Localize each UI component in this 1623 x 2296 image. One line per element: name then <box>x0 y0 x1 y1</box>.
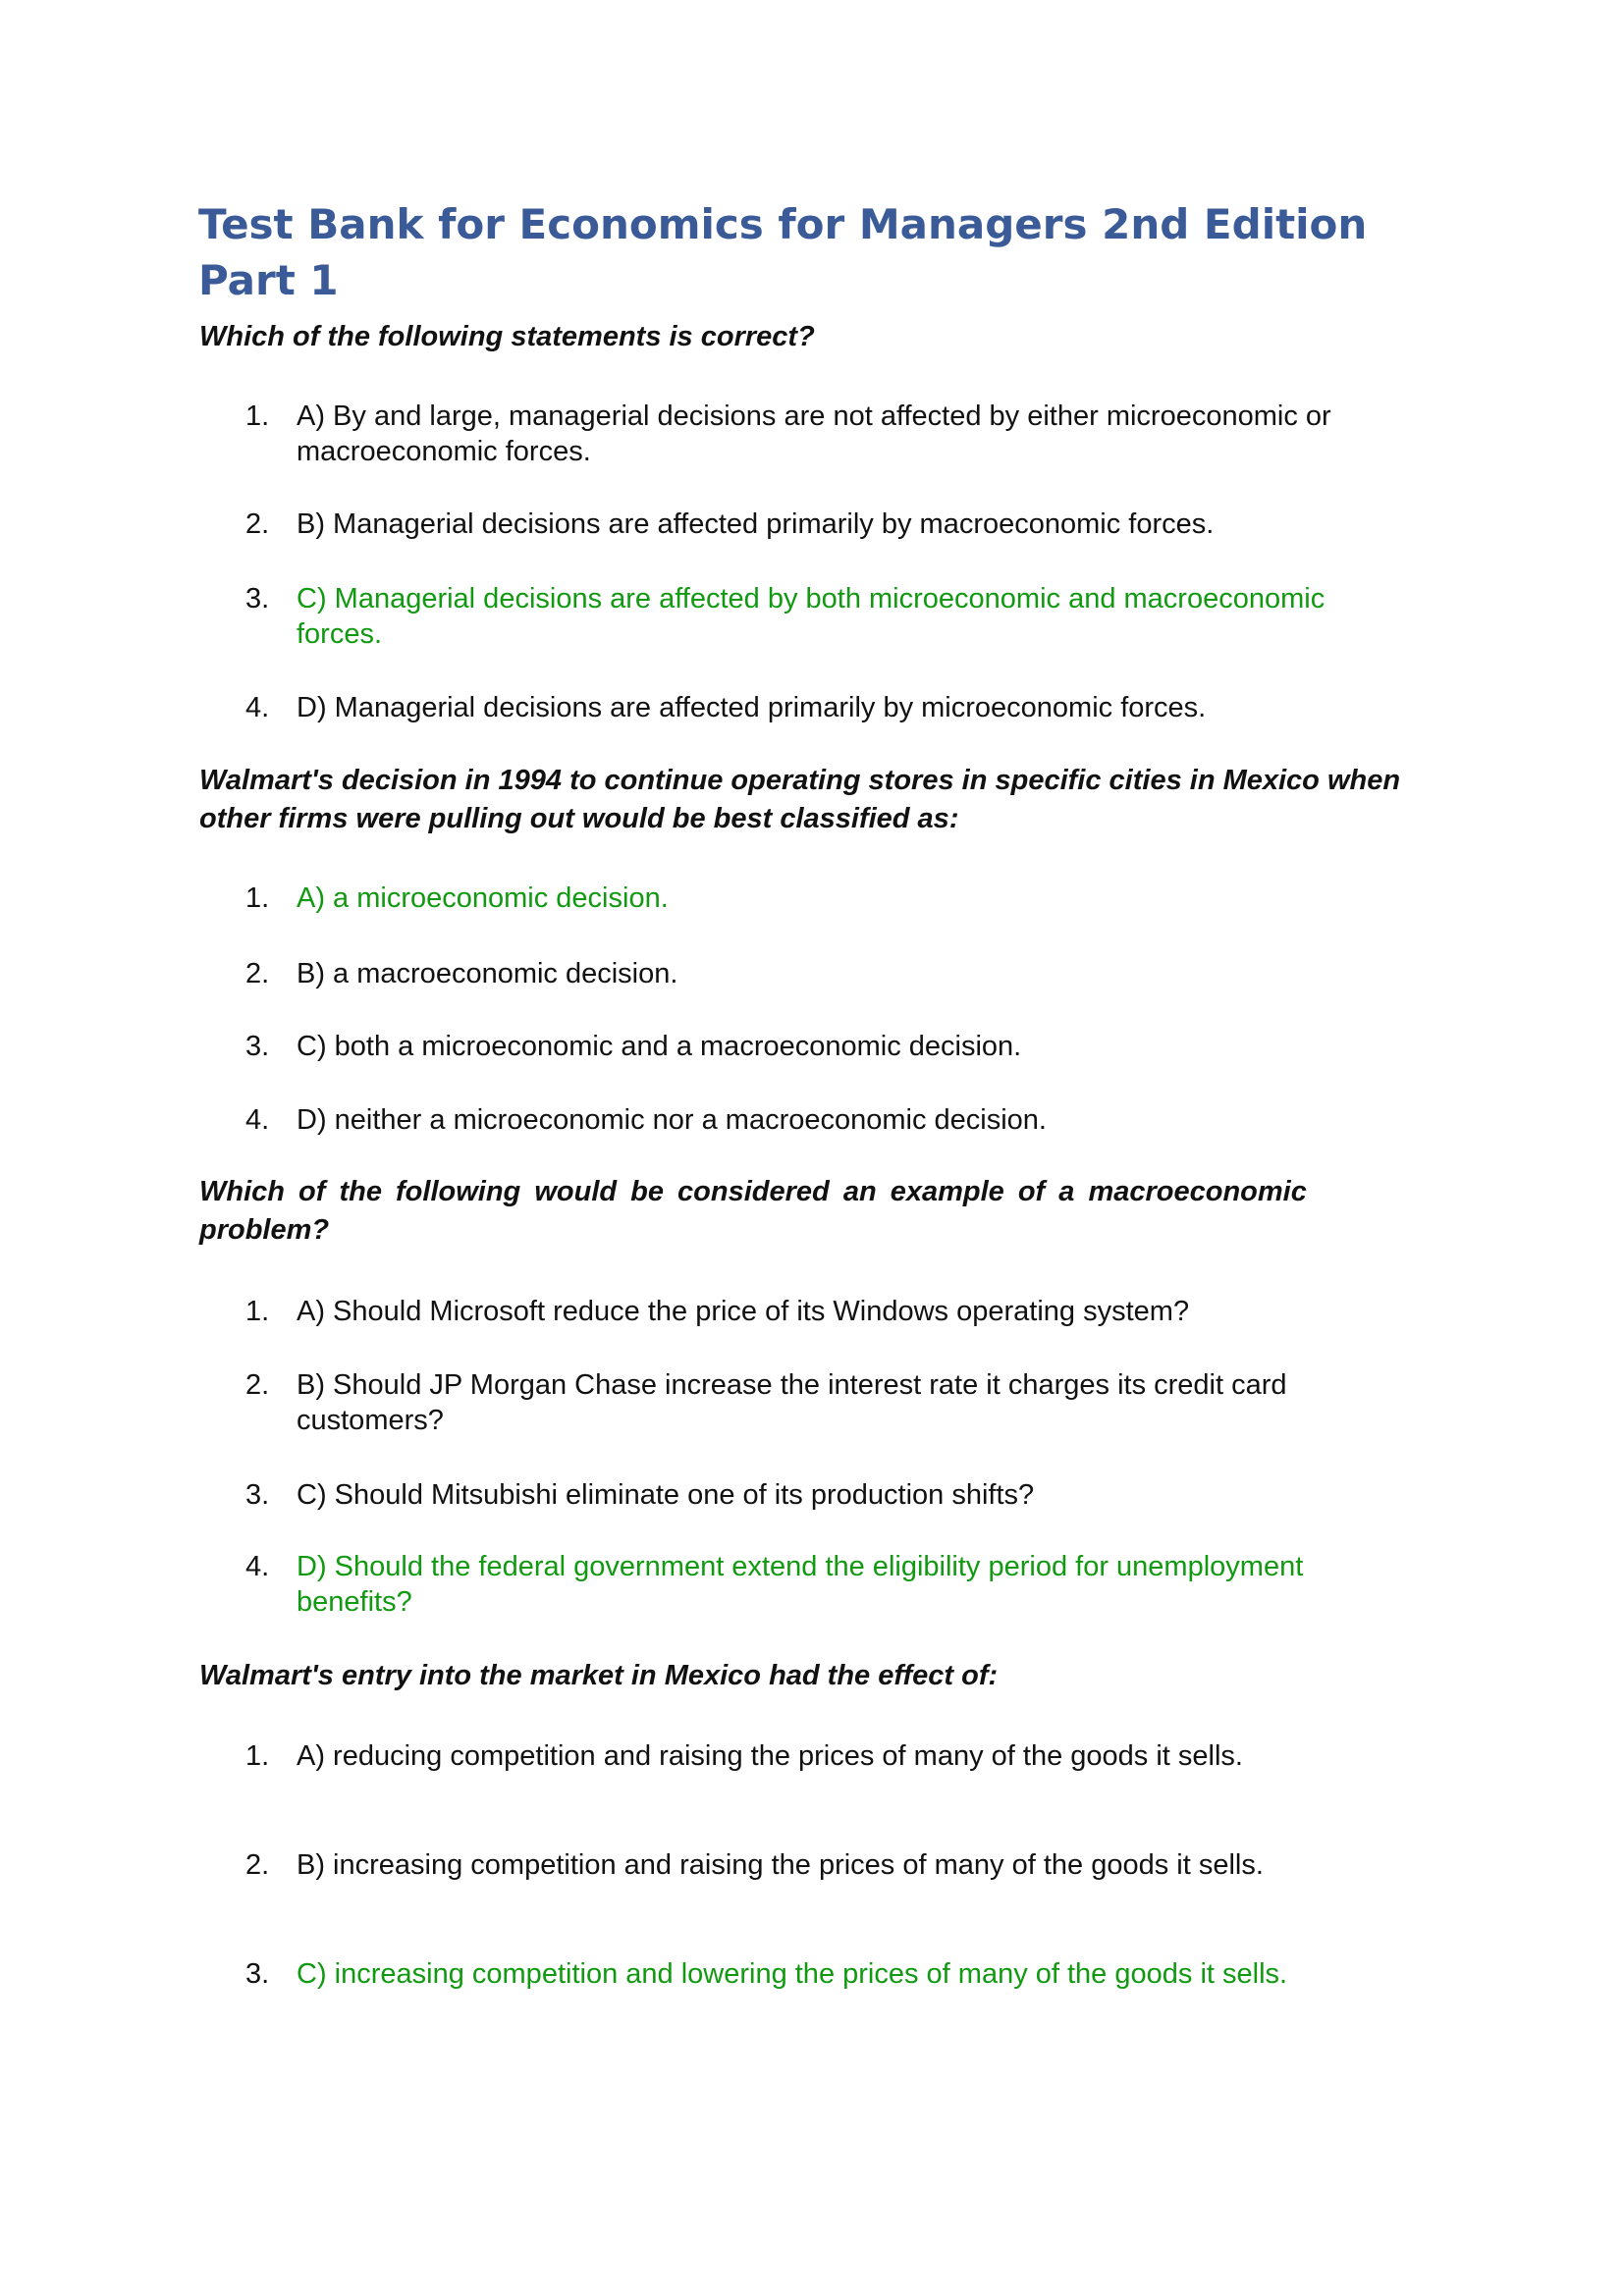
option-number: 4. <box>245 1104 270 1136</box>
option-number: 3. <box>245 1031 270 1062</box>
option-text: B) increasing competition and raising the prices of many of the goods it sells. <box>297 1849 1264 1881</box>
option-number: 2. <box>245 1849 270 1881</box>
option-number: 3. <box>245 1479 270 1511</box>
option-number: 1. <box>245 400 270 432</box>
option-4-2 <box>245 1847 1414 1883</box>
option-text: D) Managerial decisions are affected primarily by microeconomic forces. <box>297 692 1207 723</box>
option-3-1 <box>245 1294 1414 1329</box>
option-text: A) Should Microsoft reduce the price of its Windows operating system? <box>297 1296 1190 1327</box>
option-text: B) Managerial decisions are affected primarily by macroeconomic forces. <box>297 508 1215 540</box>
option-1-2 <box>245 507 1414 542</box>
option-4-3-correct <box>245 1956 1414 1992</box>
option-2-1-correct <box>245 881 1414 916</box>
question-2: Walmart's decision in 1994 to continue operating stores in specific cities in Mexico when other firms were pulling out would be best classified as: <box>199 765 1401 834</box>
option-3-3 <box>245 1477 1414 1513</box>
option-number: 1. <box>245 1296 270 1327</box>
option-number: 1. <box>245 882 270 914</box>
question-1: Which of the following statements is correct? <box>199 321 815 352</box>
option-number: 2. <box>245 958 270 989</box>
option-2-4 <box>245 1102 1414 1138</box>
option-3-4-correct <box>245 1549 1414 1620</box>
option-2-2 <box>245 956 1414 991</box>
option-3-2 <box>245 1367 1414 1438</box>
option-text: A) By and large, managerial decisions are not affected by either microeconomic or macroeconomic forces. <box>297 400 1331 467</box>
option-1-3-correct <box>245 581 1414 652</box>
option-number: 2. <box>245 508 270 540</box>
question-4: Walmart's entry into the market in Mexico had the effect of: <box>199 1660 999 1691</box>
option-text: D) Should the federal government extend the eligibility period for unemployment benefits? <box>297 1551 1304 1618</box>
option-number: 3. <box>245 1958 270 1990</box>
option-text: C) increasing competition and lowering the prices of many of the goods it sells. <box>297 1958 1288 1990</box>
option-number: 4. <box>245 692 270 723</box>
option-text: C) Should Mitsubishi eliminate one of its production shifts? <box>297 1479 1035 1511</box>
option-number: 4. <box>245 1551 270 1582</box>
option-number: 2. <box>245 1369 270 1401</box>
option-1-1 <box>245 399 1414 469</box>
option-text: C) Managerial decisions are affected by both microeconomic and macroeconomic forces. <box>297 583 1325 650</box>
option-text: D) neither a microeconomic nor a macroeconomic decision. <box>297 1104 1047 1136</box>
option-text: C) both a microeconomic and a macroeconomic decision. <box>297 1031 1022 1062</box>
question-3: Which of the following would be considered an example of a macroeconomic problem? <box>199 1176 1307 1246</box>
option-number: 3. <box>245 583 270 614</box>
option-1-4 <box>245 690 1414 725</box>
option-number: 1. <box>245 1740 270 1772</box>
option-4-1 <box>245 1738 1414 1774</box>
document-title: Test Bank for Economics for Managers 2nd Edition Part 1 <box>198 200 1368 304</box>
option-text: A) a microeconomic decision. <box>297 882 669 914</box>
option-text: B) Should JP Morgan Chase increase the interest rate it charges its credit card customers? <box>297 1369 1287 1436</box>
option-2-3 <box>245 1029 1414 1064</box>
option-text: B) a macroeconomic decision. <box>297 958 678 989</box>
option-text: A) reducing competition and raising the prices of many of the goods it sells. <box>297 1740 1243 1772</box>
